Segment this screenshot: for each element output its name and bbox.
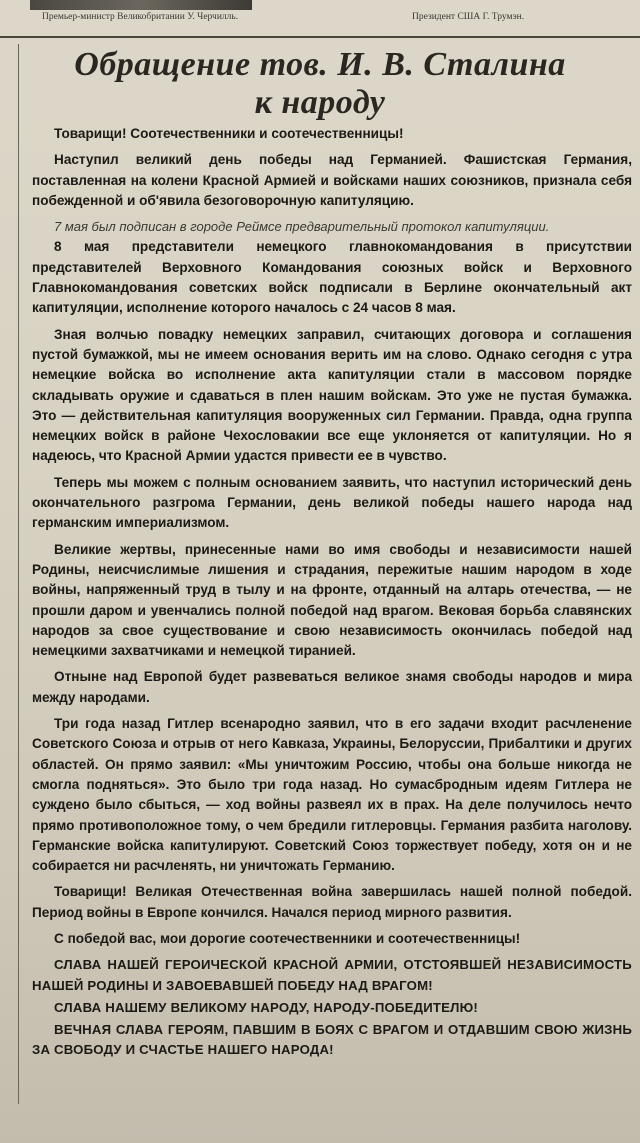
paragraph-berlin: 8 мая представители немецкого главнокомандования в присутствии представителей Верховного Командования союзных войск и Верховного Главнокомандования советских войск подписали в Берлине окончательный акт капитуляции, исполнение которого началось с 24 часов 8 мая. xyxy=(32,239,632,316)
top-rule xyxy=(0,36,640,38)
slogan-red-army: СЛАВА НАШЕЙ ГЕРОИЧЕСКОЙ КРАСНОЙ АРМИИ, ОТСТОЯВШЕЙ НЕЗАВИСИМОСТЬ НАШЕЙ РОДИНЫ И ЗАВОЕВАВШЕЙ ПОБЕДУ НАД ВРАГОМ! xyxy=(32,957,632,993)
paragraph-reims: 7 мая был подписан в городе Реймсе предварительный протокол капитуляции. xyxy=(54,219,550,235)
article-body xyxy=(32,124,632,1063)
paragraph-victory: Наступил великий день победы над Германией. Фашистская Германия, поставленная на колени Красной Армией и войсками наших союзников, признала себя побежденной и об'явила безоговорочную капитуляцию. xyxy=(32,152,632,208)
paragraph-freedom: Отныне над Европой будет развеваться великое знамя свободы народов и мира между народами. xyxy=(32,669,632,705)
paragraph-greeting: Товарищи! Соотечественники и соотечественницы! xyxy=(54,126,404,141)
title-line-2: к народу xyxy=(254,84,386,121)
paragraph-historic-day: Теперь мы можем с полным основанием заявить, что наступил исторический день окончательного разгрома Германии, день великой победы нашего народа над германским империализмом. xyxy=(32,474,632,531)
caption-churchill: Премьер-министр Великобритании У. Черчилль. xyxy=(42,12,239,22)
slogan-people: СЛАВА НАШЕМУ ВЕЛИКОМУ НАРОДУ, НАРОДУ-ПОБЕДИТЕЛЮ! xyxy=(54,999,479,1015)
caption-truman: Президент США Г. Трумэн. xyxy=(412,12,525,22)
paragraph-hitler: Три года назад Гитлер всенародно заявил, что в его задачи входит расчленение Советского Союза и отрыв от него Кавказа, Украины, Белоруссии, Прибалтики и других областей. Он прямо заявил: «Мы уничтожим Россию, чтобы она больше никогда не смогла подняться». Это было три года назад. Но сумасбродным идеям Гитлера не суждено было сбыться, — ход войны развеял их в прах. На деле получилось нечто прямо противоположное тому, о чем бредили гитлеровцы. Германия разбита наголову. Германские войска капитулируют. Советский Союз торжествует победу, хотя он и не собирается ни расчленять, ни уничтожать Германию. xyxy=(32,716,632,874)
photo-captions xyxy=(0,0,640,36)
paragraph-capitulation: Зная волчью повадку немецких заправил, считающих договора и соглашения пустой бумажкой, мы не имеем основания верить им на слово. Однако сегодня с утра немецкие войска во исполнение акта капитуляции стали в массовом порядке складывать оружие и сдаваться в плен нашим войскам. Это уже не пустая бумажка. Это — действительная капитуляция вооруженных сил Германии. Правда, одна группа немецких войск в районе Чехословакии все еще уклоняется от капитуляции. Но я надеюсь, что Красной Армии удастся привести ее в чувство. xyxy=(32,326,632,464)
slogan-heroes: ВЕЧНАЯ СЛАВА ГЕРОЯМ, ПАВШИМ В БОЯХ С ВРАГОМ И ОТДАВШИМ СВОЮ ЖИЗНЬ ЗА СВОБОДУ И СЧАСТЬЕ НАШЕГО НАРОДА! xyxy=(32,1022,632,1058)
title-line-1: Обращение тов. И. В. Сталина xyxy=(74,46,566,83)
paragraph-congratulations: С победой вас, мои дорогие соотечественники и соотечественницы! xyxy=(54,930,521,946)
paragraph-sacrifices: Великие жертвы, принесенные нами во имя свободы и независимости нашей Родины, неисчислимые лишения и страдания, пережитые нашим народом в ходе войны, напряженный труд в тылу и на фронте, отданный на алтарь отечества, — не прошли даром и увенчались полной победой над врагом. Вековая борьба славянских народов за свое существование и свою независимость окончилась победой над немецкими захватчиками и немецкой тиранией. xyxy=(32,541,632,659)
article-title xyxy=(20,46,620,122)
paragraph-war-ended: Товарищи! Великая Отечественная война завершилась нашей полной победой. Период войны в Европе кончился. Начался период мирного развития. xyxy=(32,884,632,920)
